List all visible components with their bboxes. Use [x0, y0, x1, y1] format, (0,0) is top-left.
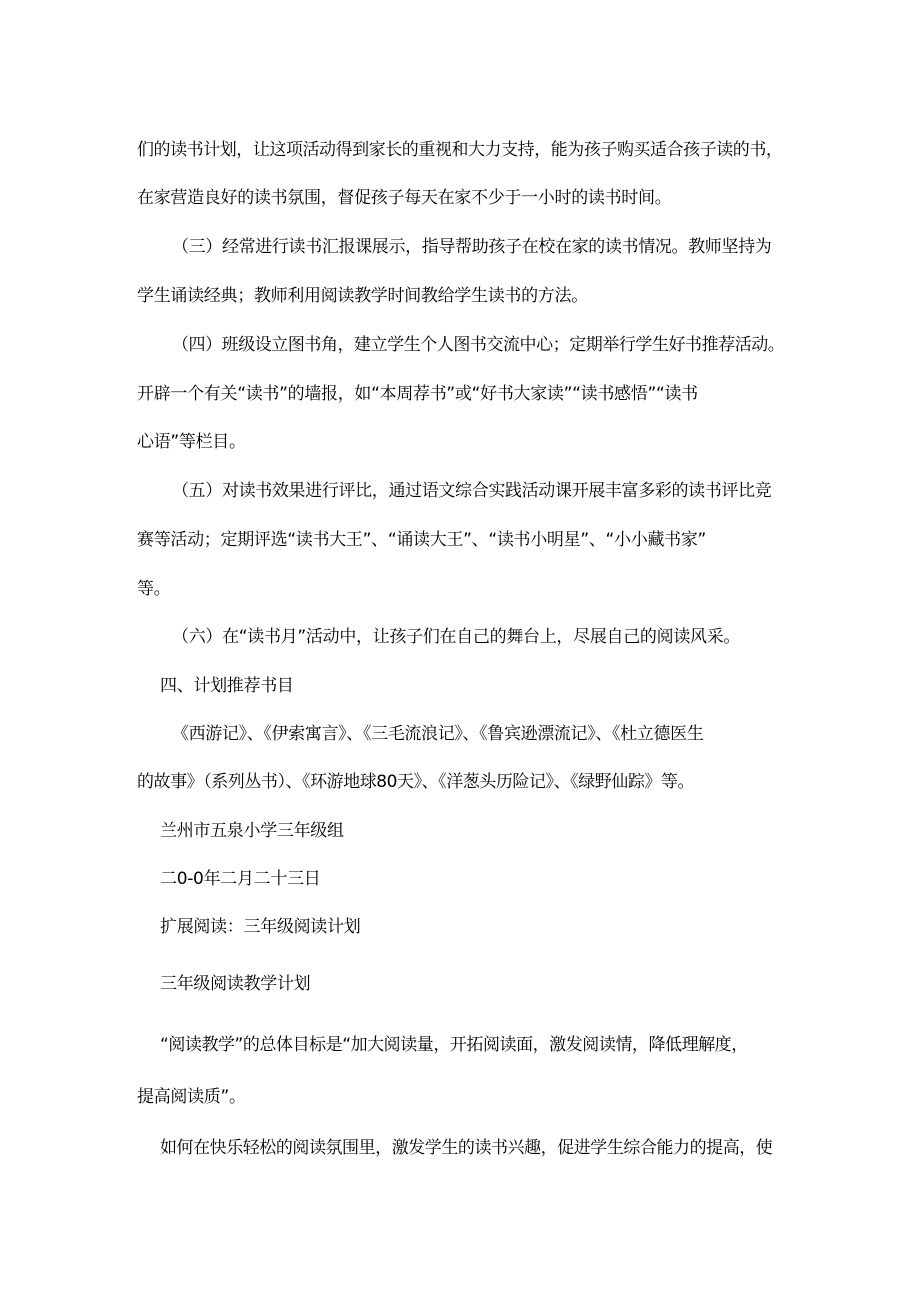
- text-line: 在家营造良好的读书氛围，督促孩子每天在家不少于一小时的读书时间。: [137, 188, 672, 208]
- text-line: 《西游记》、《伊索寓言》、《三毛流浪记》、《鲁宾逊漂流记》、《杜立德医生: [172, 724, 704, 744]
- text-line: 提高阅读质”。: [137, 1087, 246, 1107]
- extended-reading-title: 扩展阅读：三年级阅读计划: [160, 917, 361, 937]
- section-title: 三年级阅读教学计划: [160, 974, 311, 994]
- text-line: 心语”等栏目。: [137, 432, 246, 452]
- text-line: 等。: [137, 579, 171, 599]
- signature-date: 二0-0年二月二十三日: [160, 869, 321, 889]
- signature-org: 兰州市五泉小学三年级组: [160, 821, 344, 841]
- text-line: 赛等活动；定期评选“读书大王”、“诵读大王”、“读书小明星”、“小小藏书家”: [137, 530, 707, 550]
- text-line: 如何在快乐轻松的阅读氛围里，激发学生的读书兴趣，促进学生综合能力的提高，使: [160, 1138, 773, 1158]
- text-line: 学生诵读经典；教师利用阅读教学时间教给学生读书的方法。: [137, 286, 588, 306]
- text-line: （三）经常进行读书汇报课展示，指导帮助孩子在校在家的读书情况。教师坚持为: [172, 237, 772, 257]
- text-line: 的故事》（系列丛书）、《环游地球80天》、《洋葱头历险记》、《绿野仙踪》等。: [137, 772, 695, 792]
- text-line: “阅读教学”的总体目标是“加大阅读量，开拓阅读面，激发阅读情，降低理解度，: [160, 1035, 748, 1055]
- text-line: 开辟一个有关“读书”的墙报，如“本周荐书”或“好书大家读”“读书感悟”“读书: [137, 384, 698, 404]
- text-line: 们的读书计划，让这项活动得到家长的重视和大力支持，能为孩子购买适合孩子读的书，: [137, 140, 783, 160]
- text-line: （五）对读书效果进行评比，通过语文综合实践活动课开展丰富多彩的读书评比竞: [172, 481, 772, 501]
- section-heading: 四、计划推荐书目: [160, 676, 294, 696]
- text-line: （六）在“读书月”活动中，让孩子们在自己的舞台上，尽展自己的阅读风采。: [172, 627, 741, 647]
- text-line: （四）班级设立图书角，建立学生个人图书交流中心；定期举行学生好书推荐活动。: [172, 335, 785, 355]
